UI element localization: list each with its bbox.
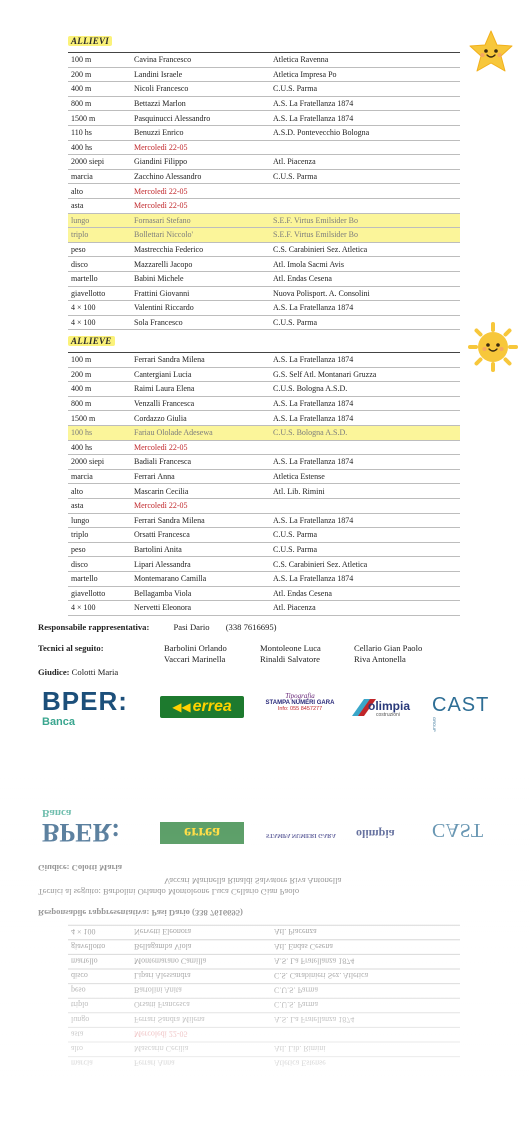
athlete-cell: Bellagamba Viola bbox=[131, 586, 270, 601]
result-row bbox=[68, 155, 460, 170]
tipografia-logo-top: Tipografia bbox=[285, 692, 315, 700]
athlete-cell: Nervetti Eleonora bbox=[131, 601, 270, 616]
coaches-label: Tecnici al seguito: bbox=[38, 643, 104, 653]
club-cell: Atl. Endas Cesena bbox=[270, 271, 460, 286]
errea-chevron-icon: ◀◀ bbox=[172, 699, 191, 714]
club-cell: A.S. La Fratellanza 1874 bbox=[270, 111, 460, 126]
result-row bbox=[68, 286, 460, 301]
event-cell: peso bbox=[68, 242, 131, 257]
athlete-cell: Frattini Giovanni bbox=[131, 286, 270, 301]
result-row bbox=[68, 601, 460, 616]
section-title-label: ALLIEVI bbox=[68, 36, 112, 46]
athlete-cell: Cantergiani Lucia bbox=[131, 367, 270, 382]
athlete-cell: Cordazzo Giulia bbox=[131, 411, 270, 426]
result-row bbox=[68, 498, 460, 513]
event-cell: 200 m bbox=[68, 367, 131, 382]
result-row bbox=[68, 257, 460, 272]
result-row bbox=[68, 469, 460, 484]
cast-group-logo bbox=[432, 694, 498, 735]
event-cell: triplo bbox=[68, 228, 131, 243]
event-cell: 1500 m bbox=[68, 111, 131, 126]
result-row bbox=[68, 271, 460, 286]
club-cell: A.S. La Fratellanza 1874 bbox=[270, 455, 460, 470]
event-cell: 100 m bbox=[68, 353, 131, 368]
club-cell: A.S.D. Pontevecchio Bologna bbox=[270, 125, 460, 140]
result-row bbox=[68, 382, 460, 397]
club-cell: C.U.S. Parma bbox=[270, 542, 460, 557]
result-row bbox=[68, 542, 460, 557]
club-cell: Atl. Lib. Rimini bbox=[270, 484, 460, 499]
athlete-cell: Lipari Alessandra bbox=[131, 557, 270, 572]
result-row bbox=[68, 367, 460, 382]
event-cell: 2000 siepi bbox=[68, 455, 131, 470]
result-row bbox=[68, 140, 460, 155]
athlete-cell: Fariau Ololade Adesewa bbox=[131, 425, 270, 440]
olimpia-logo bbox=[350, 696, 416, 718]
section-title-allieve bbox=[68, 336, 115, 346]
smiling-star-icon bbox=[466, 28, 516, 78]
club-cell: A.S. La Fratellanza 1874 bbox=[270, 96, 460, 111]
result-row bbox=[68, 513, 460, 528]
coach-name: Barbolini Orlando bbox=[164, 643, 227, 653]
event-cell: martello bbox=[68, 571, 131, 586]
athlete-cell: Mercoledì 22-05 bbox=[131, 498, 270, 513]
result-row bbox=[68, 411, 460, 426]
olimpia-logo-subtext: costruzioni bbox=[376, 712, 400, 718]
athlete-cell: Cavina Francesco bbox=[131, 53, 270, 68]
errea-logo bbox=[160, 696, 244, 718]
event-cell: 4 × 100 bbox=[68, 315, 131, 330]
club-cell: Atl. Imola Sacmi Avis bbox=[270, 257, 460, 272]
event-cell: lungo bbox=[68, 213, 131, 228]
athlete-cell: Mercoledì 22-05 bbox=[131, 198, 270, 213]
event-cell: disco bbox=[68, 557, 131, 572]
coach-name: Cellario Gian Paolo bbox=[354, 643, 423, 653]
club-cell bbox=[270, 140, 460, 155]
club-cell: Atletica Impresa Po bbox=[270, 67, 460, 82]
event-cell: giavellotto bbox=[68, 286, 131, 301]
event-cell: 100 hs bbox=[68, 425, 131, 440]
club-cell bbox=[270, 498, 460, 513]
athlete-cell: Mascarin Cecilia bbox=[131, 484, 270, 499]
club-cell: A.S. La Fratellanza 1874 bbox=[270, 396, 460, 411]
club-cell: C.U.S. Bologna A.S.D. bbox=[270, 425, 460, 440]
event-cell: giavellotto bbox=[68, 586, 131, 601]
athlete-cell: Ferrari Sandra Milena bbox=[131, 513, 270, 528]
club-cell: Atl. Piacenza bbox=[270, 601, 460, 616]
event-cell: triplo bbox=[68, 528, 131, 543]
representative-name: Pasi Dario bbox=[173, 622, 210, 632]
event-cell: 1500 m bbox=[68, 411, 131, 426]
event-cell: 2000 siepi bbox=[68, 155, 131, 170]
smiling-sun-icon bbox=[468, 322, 518, 372]
result-row bbox=[68, 425, 460, 440]
result-row bbox=[68, 396, 460, 411]
event-cell: 200 m bbox=[68, 67, 131, 82]
event-cell: alto bbox=[68, 484, 131, 499]
club-cell: A.S. La Fratellanza 1874 bbox=[270, 513, 460, 528]
bper-logo-text: BPER: bbox=[42, 686, 128, 716]
result-row bbox=[68, 586, 460, 601]
athlete-cell: Ferrari Sandra Milena bbox=[131, 353, 270, 368]
athlete-cell: Mastrecchia Federico bbox=[131, 242, 270, 257]
club-cell: C.U.S. Parma bbox=[270, 528, 460, 543]
athlete-cell: Venzalli Francesca bbox=[131, 396, 270, 411]
result-row bbox=[68, 125, 460, 140]
result-row bbox=[68, 242, 460, 257]
club-cell: Atletica Ravenna bbox=[270, 53, 460, 68]
event-cell: 100 m bbox=[68, 53, 131, 68]
club-cell: C.U.S. Parma bbox=[270, 315, 460, 330]
club-cell: Atl. Endas Cesena bbox=[270, 586, 460, 601]
event-cell: alto bbox=[68, 184, 131, 199]
athlete-cell: Mercoledì 22-05 bbox=[131, 440, 270, 455]
result-row bbox=[68, 571, 460, 586]
athlete-cell: Raimi Laura Elena bbox=[131, 382, 270, 397]
club-cell: A.S. La Fratellanza 1874 bbox=[270, 411, 460, 426]
event-cell: asta bbox=[68, 498, 131, 513]
athlete-cell: Zacchino Alessandro bbox=[131, 169, 270, 184]
club-cell: A.S. La Fratellanza 1874 bbox=[270, 571, 460, 586]
athlete-cell: Babini Michele bbox=[131, 271, 270, 286]
athlete-cell: Fornasari Stefano bbox=[131, 213, 270, 228]
result-row bbox=[68, 528, 460, 543]
event-cell: 800 m bbox=[68, 96, 131, 111]
club-cell bbox=[270, 184, 460, 199]
results-table-allieve bbox=[68, 352, 460, 616]
olimpia-logo-text: olimpia bbox=[368, 699, 411, 713]
club-cell: C.S. Carabinieri Sez. Atletica bbox=[270, 557, 460, 572]
result-row bbox=[68, 315, 460, 330]
event-cell: 400 hs bbox=[68, 440, 131, 455]
athlete-cell: Mercoledì 22-05 bbox=[131, 140, 270, 155]
result-row bbox=[68, 455, 460, 470]
club-cell: Atl. Piacenza bbox=[270, 155, 460, 170]
representative-phone: (338 7616695) bbox=[225, 622, 277, 632]
errea-logo-text: errea bbox=[192, 698, 232, 715]
cast-logo-subtext: GROUP bbox=[432, 717, 437, 732]
athlete-cell: Landini Israele bbox=[131, 67, 270, 82]
page-reflection bbox=[0, 770, 530, 1126]
club-cell bbox=[270, 440, 460, 455]
representative-label: Responsabile rappresentativa: bbox=[38, 622, 150, 632]
athlete-cell: Orsatti Francesca bbox=[131, 528, 270, 543]
result-row bbox=[68, 169, 460, 184]
result-row bbox=[68, 96, 460, 111]
club-cell: A.S. La Fratellanza 1874 bbox=[270, 353, 460, 368]
event-cell: peso bbox=[68, 542, 131, 557]
tipografia-logo bbox=[264, 692, 336, 712]
coach-name: Rinaldi Salvatore bbox=[260, 654, 320, 664]
coach-name: Vaccari Marinella bbox=[164, 654, 226, 664]
result-row bbox=[68, 198, 460, 213]
event-cell: 400 m bbox=[68, 382, 131, 397]
event-cell: 400 hs bbox=[68, 140, 131, 155]
sponsor-logos bbox=[38, 688, 498, 738]
club-cell: S.E.F. Virtus Emilsider Bo bbox=[270, 213, 460, 228]
section-title-label: ALLIEVE bbox=[68, 336, 115, 346]
result-row bbox=[68, 111, 460, 126]
coach-name: Montoleone Luca bbox=[260, 643, 321, 653]
athlete-cell: Bettazzi Marlon bbox=[131, 96, 270, 111]
event-cell: martello bbox=[68, 271, 131, 286]
athlete-cell: Valentini Riccardo bbox=[131, 301, 270, 316]
event-cell: asta bbox=[68, 198, 131, 213]
athlete-cell: Giandini Filippo bbox=[131, 155, 270, 170]
club-cell: C.S. Carabinieri Sez. Atletica bbox=[270, 242, 460, 257]
club-cell: C.U.S. Parma bbox=[270, 169, 460, 184]
athlete-cell: Mazzarelli Jacopo bbox=[131, 257, 270, 272]
club-cell bbox=[270, 198, 460, 213]
athlete-cell: Mercoledì 22-05 bbox=[131, 184, 270, 199]
athlete-cell: Bartolini Anita bbox=[131, 542, 270, 557]
athlete-cell: Nicoli Francesco bbox=[131, 82, 270, 97]
result-row bbox=[68, 353, 460, 368]
event-cell: 400 m bbox=[68, 82, 131, 97]
event-cell: lungo bbox=[68, 513, 131, 528]
result-row bbox=[68, 184, 460, 199]
bper-banca-logo bbox=[42, 688, 128, 728]
coach-name: Riva Antonella bbox=[354, 654, 406, 664]
result-row bbox=[68, 213, 460, 228]
event-cell: 110 hs bbox=[68, 125, 131, 140]
club-cell: C.U.S. Parma bbox=[270, 82, 460, 97]
result-row bbox=[68, 53, 460, 68]
event-cell: disco bbox=[68, 257, 131, 272]
result-row bbox=[68, 440, 460, 455]
club-cell: A.S. La Fratellanza 1874 bbox=[270, 301, 460, 316]
event-cell: 4 × 100 bbox=[68, 301, 131, 316]
club-cell: Atletica Estense bbox=[270, 469, 460, 484]
result-row bbox=[68, 82, 460, 97]
bper-logo-subtext: Banca bbox=[42, 716, 76, 728]
result-row bbox=[68, 228, 460, 243]
athlete-cell: Ferrari Anna bbox=[131, 469, 270, 484]
section-title-allievi bbox=[68, 36, 112, 46]
reflection-svg bbox=[0, 770, 530, 1126]
athlete-cell: Montemarano Camilla bbox=[131, 571, 270, 586]
club-cell: G.S. Self Atl. Montanari Gruzza bbox=[270, 367, 460, 382]
result-row bbox=[68, 557, 460, 572]
club-cell: S.E.F. Virtus Emilsider Bo bbox=[270, 228, 460, 243]
tipografia-logo-bot: Info: 055 8457277 bbox=[277, 706, 323, 712]
event-cell: marcia bbox=[68, 469, 131, 484]
event-cell: 4 × 100 bbox=[68, 601, 131, 616]
athlete-cell: Bollettari Niccolo' bbox=[131, 228, 270, 243]
judge-name: Colotti Maria bbox=[71, 667, 119, 677]
result-row bbox=[68, 67, 460, 82]
cast-logo-text: CAST bbox=[432, 694, 490, 716]
athlete-cell: Badiali Francesca bbox=[131, 455, 270, 470]
tipografia-logo-mid: STAMPA NUMERI GARA bbox=[265, 700, 335, 706]
result-row bbox=[68, 484, 460, 499]
athlete-cell: Pasquinucci Alessandro bbox=[131, 111, 270, 126]
result-row bbox=[68, 301, 460, 316]
athlete-cell: Benuzzi Enrico bbox=[131, 125, 270, 140]
club-cell: C.U.S. Bologna A.S.D. bbox=[270, 382, 460, 397]
athlete-cell: Sola Francesco bbox=[131, 315, 270, 330]
club-cell: Nuova Polisport. A. Consolini bbox=[270, 286, 460, 301]
judge-label: Giudice: bbox=[38, 667, 70, 677]
event-cell: 800 m bbox=[68, 396, 131, 411]
event-cell: marcia bbox=[68, 169, 131, 184]
results-table-allievi bbox=[68, 52, 460, 330]
